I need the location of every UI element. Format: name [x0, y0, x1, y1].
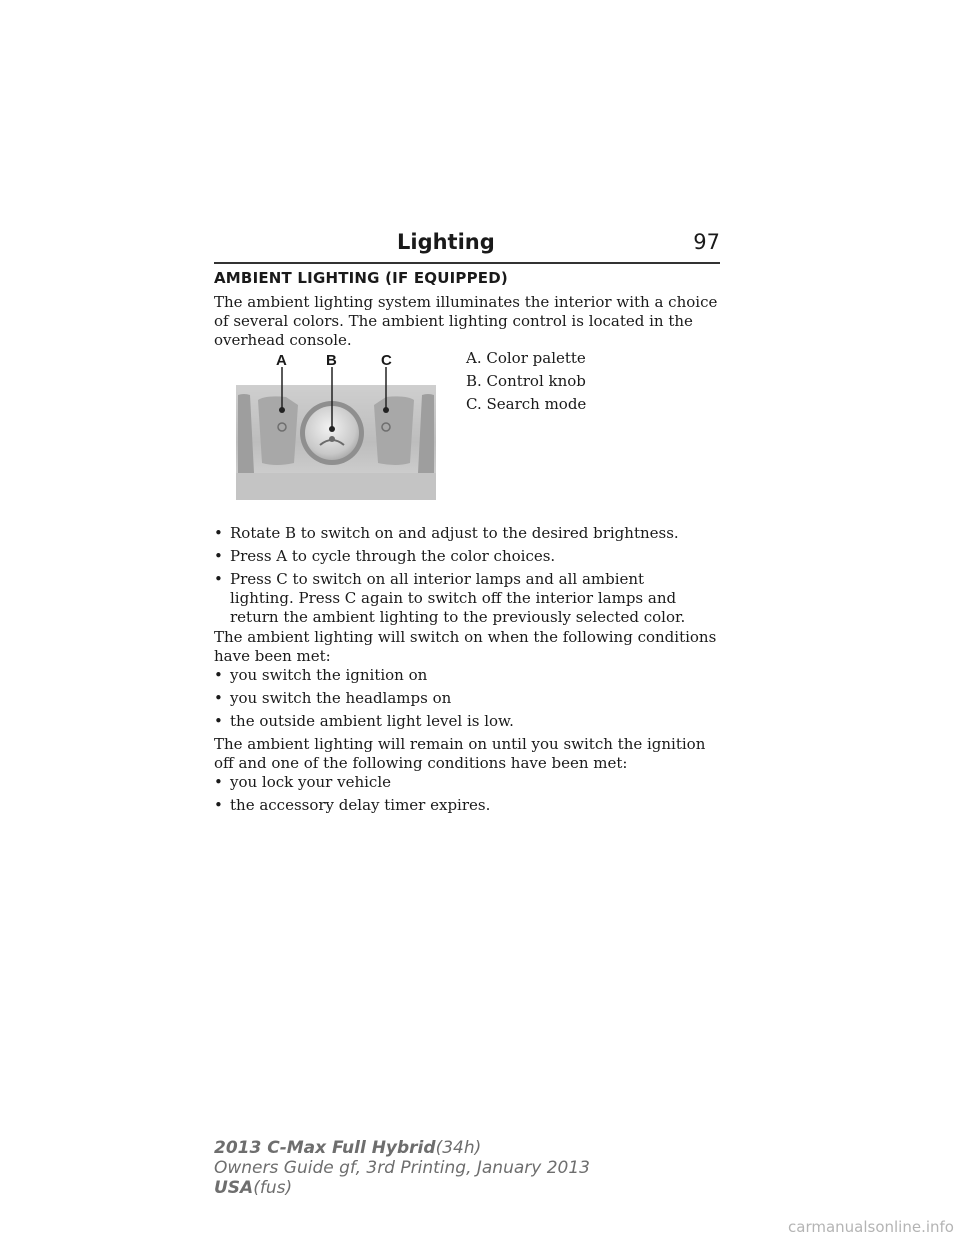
chapter-title: Lighting [397, 230, 495, 254]
footer-line-3 [214, 1178, 590, 1198]
search-mode-button [374, 396, 414, 465]
watermark: carmanualsonline.info [788, 1218, 954, 1236]
callout-dot-b [329, 426, 335, 432]
color-palette-button [258, 396, 298, 465]
overhead-console-figure [236, 355, 436, 500]
list-item-text: Press C to switch on all interior lamps and all ambient lighting. Press C again to switch off the interior lamps and return the ambient lighting to the previously selected color. [230, 570, 686, 626]
bullet-icon: • [214, 773, 223, 791]
footer-market: USA [214, 1178, 254, 1198]
intro-paragraph: The ambient lighting system illuminates the interior with a choice of several colors. The ambient lighting control is located in the overhead console. [214, 293, 718, 349]
legend-search-mode: C. Search mode [466, 395, 587, 413]
bullet-icon: • [214, 796, 223, 814]
footer-model: 2013 C-Max Full Hybrid [214, 1138, 436, 1158]
page-number: 97 [693, 230, 720, 254]
footer-line-2: Owners Guide gf, 3rd Printing, January 2013 [214, 1158, 590, 1178]
legend-color-palette: A. Color palette [466, 349, 586, 367]
list-item-text: you lock your vehicle [230, 773, 392, 791]
list-item-text: Rotate B to switch on and adjust to the desired brightness. [230, 524, 679, 542]
conditions-off-paragraph: The ambient lighting will remain on until you switch the ignition off and one of the following conditions have been met: [214, 735, 706, 772]
legend-control-knob: B. Control knob [466, 372, 586, 390]
footer-line-1 [214, 1138, 590, 1158]
bullet-icon: • [214, 524, 223, 542]
list-item-text: Press A to cycle through the color choices. [230, 547, 556, 565]
list-item [214, 570, 709, 627]
list-item [214, 796, 724, 815]
list-item-text: the accessory delay timer expires. [230, 796, 491, 814]
list-item-text: you switch the ignition on [230, 666, 428, 684]
footer-model-code: (34h) [435, 1138, 482, 1158]
list-item [214, 666, 724, 685]
document-footer [214, 1138, 590, 1198]
bullet-icon: • [214, 570, 223, 588]
bullet-icon: • [214, 666, 223, 684]
list-item [214, 689, 724, 708]
conditions-on-paragraph: The ambient lighting will switch on when the following conditions have been met: [214, 628, 717, 665]
list-item [214, 773, 724, 792]
page-header [214, 228, 720, 264]
callout-label-c: C [381, 355, 392, 369]
callout-label-b: B [326, 355, 337, 369]
list-item-text: you switch the headlamps on [230, 689, 452, 707]
callout-label-a: A [276, 355, 287, 369]
console-illustration [236, 355, 436, 500]
list-item-text: the outside ambient light level is low. [230, 712, 514, 730]
list-item [214, 524, 724, 543]
callout-dot-c [383, 407, 389, 413]
console-lower-trim [236, 473, 436, 500]
bullet-icon: • [214, 712, 223, 730]
list-item [214, 547, 724, 566]
footer-market-code: (fus) [253, 1178, 293, 1198]
section-heading: AMBIENT LIGHTING (IF EQUIPPED) [214, 269, 508, 287]
lamp-icon [329, 436, 335, 442]
list-item [214, 712, 724, 731]
bullet-icon: • [214, 689, 223, 707]
callout-dot-a [279, 407, 285, 413]
bullet-icon: • [214, 547, 223, 565]
